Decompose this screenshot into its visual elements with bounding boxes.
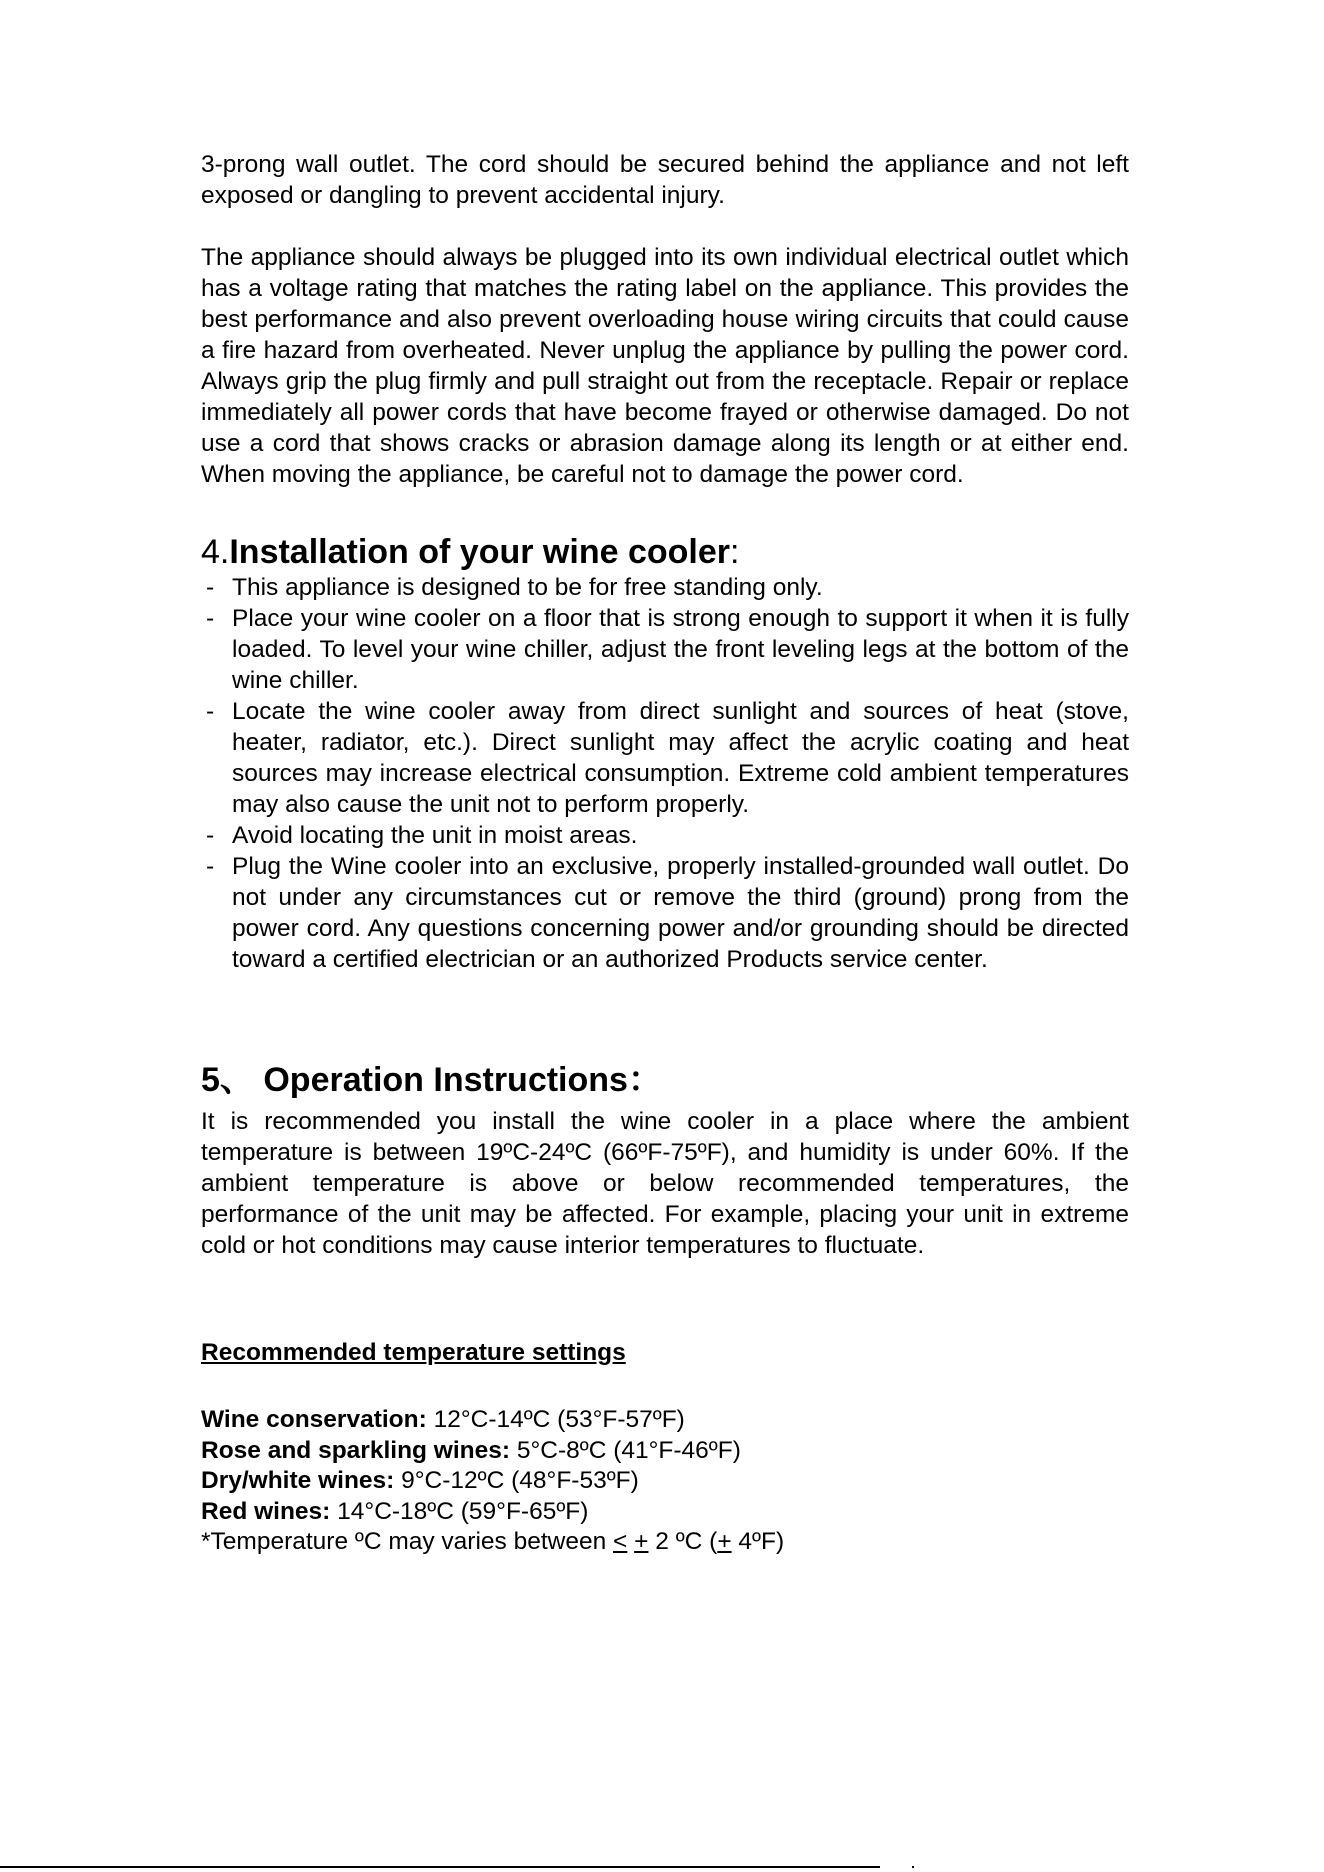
note-less-equal: < xyxy=(613,1528,628,1555)
section-5-heading: 5、 Operation Instructions： xyxy=(201,1061,662,1099)
list-item xyxy=(201,820,1129,851)
note-plus-minus: + xyxy=(634,1528,649,1555)
section-4-heading xyxy=(201,532,1129,572)
section-4-colon: : xyxy=(729,533,740,571)
setting-label: Dry/white wines: xyxy=(201,1467,395,1494)
intro-paragraph-cord: 3-prong wall outlet. The cord should be secured behind the appliance and not left exposed or dangling to prevent accidental injury. xyxy=(201,151,1129,209)
section-4-title: Installation of your wine cooler xyxy=(229,533,730,571)
bullet-dash: - xyxy=(206,822,215,849)
setting-row xyxy=(201,1436,1129,1467)
list-item xyxy=(201,572,1129,603)
list-item xyxy=(201,851,1129,975)
list-item-text: Locate the wine cooler away from direct sunlight and sources of heat (stove, heater, radiator, etc.). Direct sunlight may affect the acrylic coating and heat sources may increase electrical consumption. Extreme cold ambient temperatures may also cause the unit not to perform properly. xyxy=(232,698,1129,818)
setting-label: Rose and sparkling wines: xyxy=(201,1436,511,1464)
setting-row xyxy=(201,1405,1129,1436)
bullet-dash: - xyxy=(206,698,215,725)
note-end: 4ºF) xyxy=(731,1528,785,1555)
setting-value: 14°C-18ºC (59°F-65ºF) xyxy=(330,1497,589,1525)
setting-value: 9°C-12ºC (48°F-53ºF) xyxy=(394,1467,639,1494)
installation-list xyxy=(201,572,1129,975)
setting-row xyxy=(201,1497,1129,1528)
list-item-text: Avoid locating the unit in moist areas. xyxy=(232,822,638,849)
section-4-number: 4. xyxy=(201,533,230,571)
list-item-text: Place your wine cooler on a floor that is strong enough to support it when it is fully loaded. To level your wine chiller, adjust the front leveling legs at the bottom of the wine chiller. xyxy=(232,605,1129,694)
footer-tick xyxy=(912,1866,914,1868)
setting-label: Red wines: xyxy=(201,1497,331,1525)
temperature-settings xyxy=(201,1405,1129,1558)
note-prefix: *Temperature ºC may varies between xyxy=(201,1528,614,1555)
bullet-dash: - xyxy=(206,574,215,601)
intro-paragraph-outlet: The appliance should always be plugged into its own individual electrical outlet which has a voltage rating that matches the rating label on the appliance. This provides the best performance and also prevent overloading house wiring circuits that could cause a fire hazard from overheated. Never unplug the appliance by pulling the power cord. Always grip the plug firmly and pull straight out from the receptacle. Repair or replace immediately all power cords that have become frayed or otherwise damaged. Do not use a cord that shows cracks or abrasion damage along its length or at either end. When moving the appliance, be careful not to damage the power cord. xyxy=(201,244,1129,488)
bullet-dash: - xyxy=(206,853,215,880)
list-item-text: This appliance is designed to be for free standing only. xyxy=(232,574,823,601)
recommended-settings-title: Recommended temperature settings xyxy=(201,1339,626,1366)
list-item xyxy=(201,696,1129,820)
footer-rule xyxy=(0,1866,880,1868)
bullet-dash: - xyxy=(206,605,215,632)
note-mid: 2 ºC ( xyxy=(648,1528,718,1555)
setting-row xyxy=(201,1466,1129,1497)
setting-value: 5°C-8ºC (41°F-46ºF) xyxy=(510,1436,741,1464)
list-item xyxy=(201,603,1129,696)
temperature-note xyxy=(201,1527,1129,1558)
note-plus-minus-2: + xyxy=(717,1528,732,1555)
operation-paragraph: It is recommended you install the wine cooler in a place where the ambient temperature is between 19ºC-24ºC (66ºF-75ºF), and humidity is under 60%. If the ambient temperature is above or below recommended temperatures, the performance of the unit may be affected. For example, placing your unit in extreme cold or hot conditions may cause interior temperatures to fluctuate. xyxy=(201,1108,1129,1259)
document-page xyxy=(201,149,1129,1558)
setting-label: Wine conservation: xyxy=(201,1406,427,1433)
setting-value: 12°C-14ºC (53°F-57ºF) xyxy=(426,1406,685,1433)
list-item-text: Plug the Wine cooler into an exclusive, properly installed-grounded wall outlet. Do not under any circumstances cut or remove the third (ground) prong from the power cord. Any questions concerning power and/or grounding should be directed toward a certified electrician or an authorized Products service center. xyxy=(232,853,1129,973)
